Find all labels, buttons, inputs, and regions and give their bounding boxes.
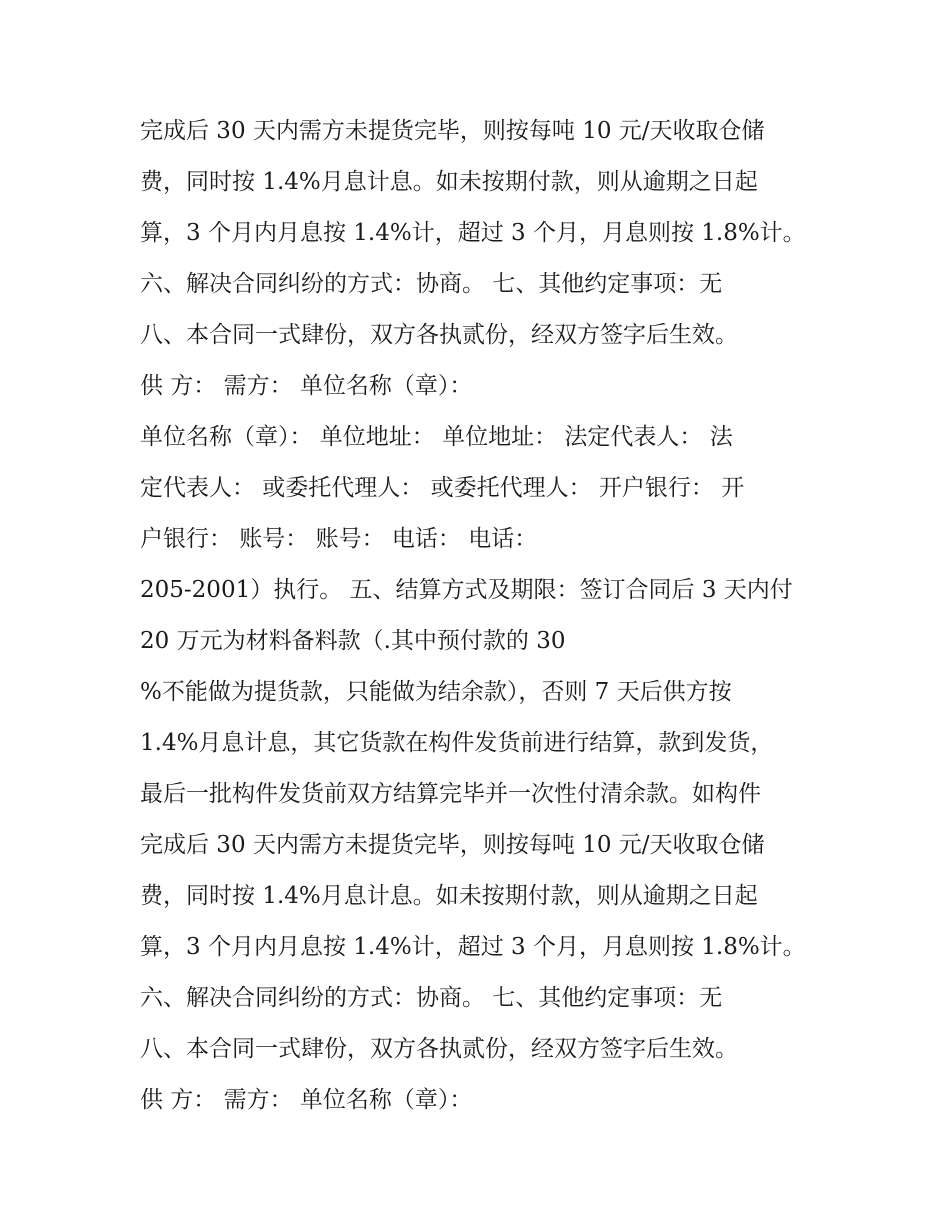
text-line: 单位名称（章）： 单位地址： 单位地址： 法定代表人： 法: [140, 424, 733, 450]
text-line: 20 万元为材料备料款（.其中预付款的 30: [140, 628, 566, 654]
text-line: 八、本合同一式肆份，双方各执贰份，经双方签字后生效。: [140, 1036, 738, 1062]
text-line: 1.4%月息计息，其它货款在构件发货前进行结算，款到发货，: [140, 730, 774, 756]
text-line: 六、解决合同纠纷的方式：协商。 七、其他约定事项：无: [140, 985, 723, 1011]
document-body: [140, 106, 820, 1126]
text-line: 费，同时按 1.4%月息计息。如未按期付款，则从逾期之日起: [140, 883, 758, 909]
text-line: 算，3 个月内月息按 1.4%计，超过 3 个月，月息则按 1.8%计。: [140, 220, 806, 246]
text-line: 费，同时按 1.4%月息计息。如未按期付款，则从逾期之日起: [140, 169, 758, 195]
text-line: 八、本合同一式肆份，双方各执贰份，经双方签字后生效。: [140, 322, 738, 348]
text-line: 供 方： 需方： 单位名称（章）：: [140, 1087, 473, 1113]
text-line: 定代表人： 或委托代理人： 或委托代理人： 开户银行： 开: [140, 475, 745, 501]
text-line: 完成后 30 天内需方未提货完毕，则按每吨 10 元/天收取仓储: [140, 118, 765, 144]
text-line: 供 方： 需方： 单位名称（章）：: [140, 373, 473, 399]
text-line: 205-2001）执行。 五、结算方式及期限：签订合同后 3 天内付: [140, 577, 793, 603]
text-line: 户银行： 账号： 账号： 电话： 电话：: [140, 526, 538, 552]
text-line: 完成后 30 天内需方未提货完毕，则按每吨 10 元/天收取仓储: [140, 832, 765, 858]
text-line: 算，3 个月内月息按 1.4%计，超过 3 个月，月息则按 1.8%计。: [140, 934, 806, 960]
text-line: 六、解决合同纠纷的方式：协商。 七、其他约定事项：无: [140, 271, 723, 297]
text-line: 最后一批构件发货前双方结算完毕并一次性付清余款。如构件: [140, 781, 761, 807]
text-line: %不能做为提货款，只能做为结余款），否则 7 天后供方按: [140, 679, 732, 705]
